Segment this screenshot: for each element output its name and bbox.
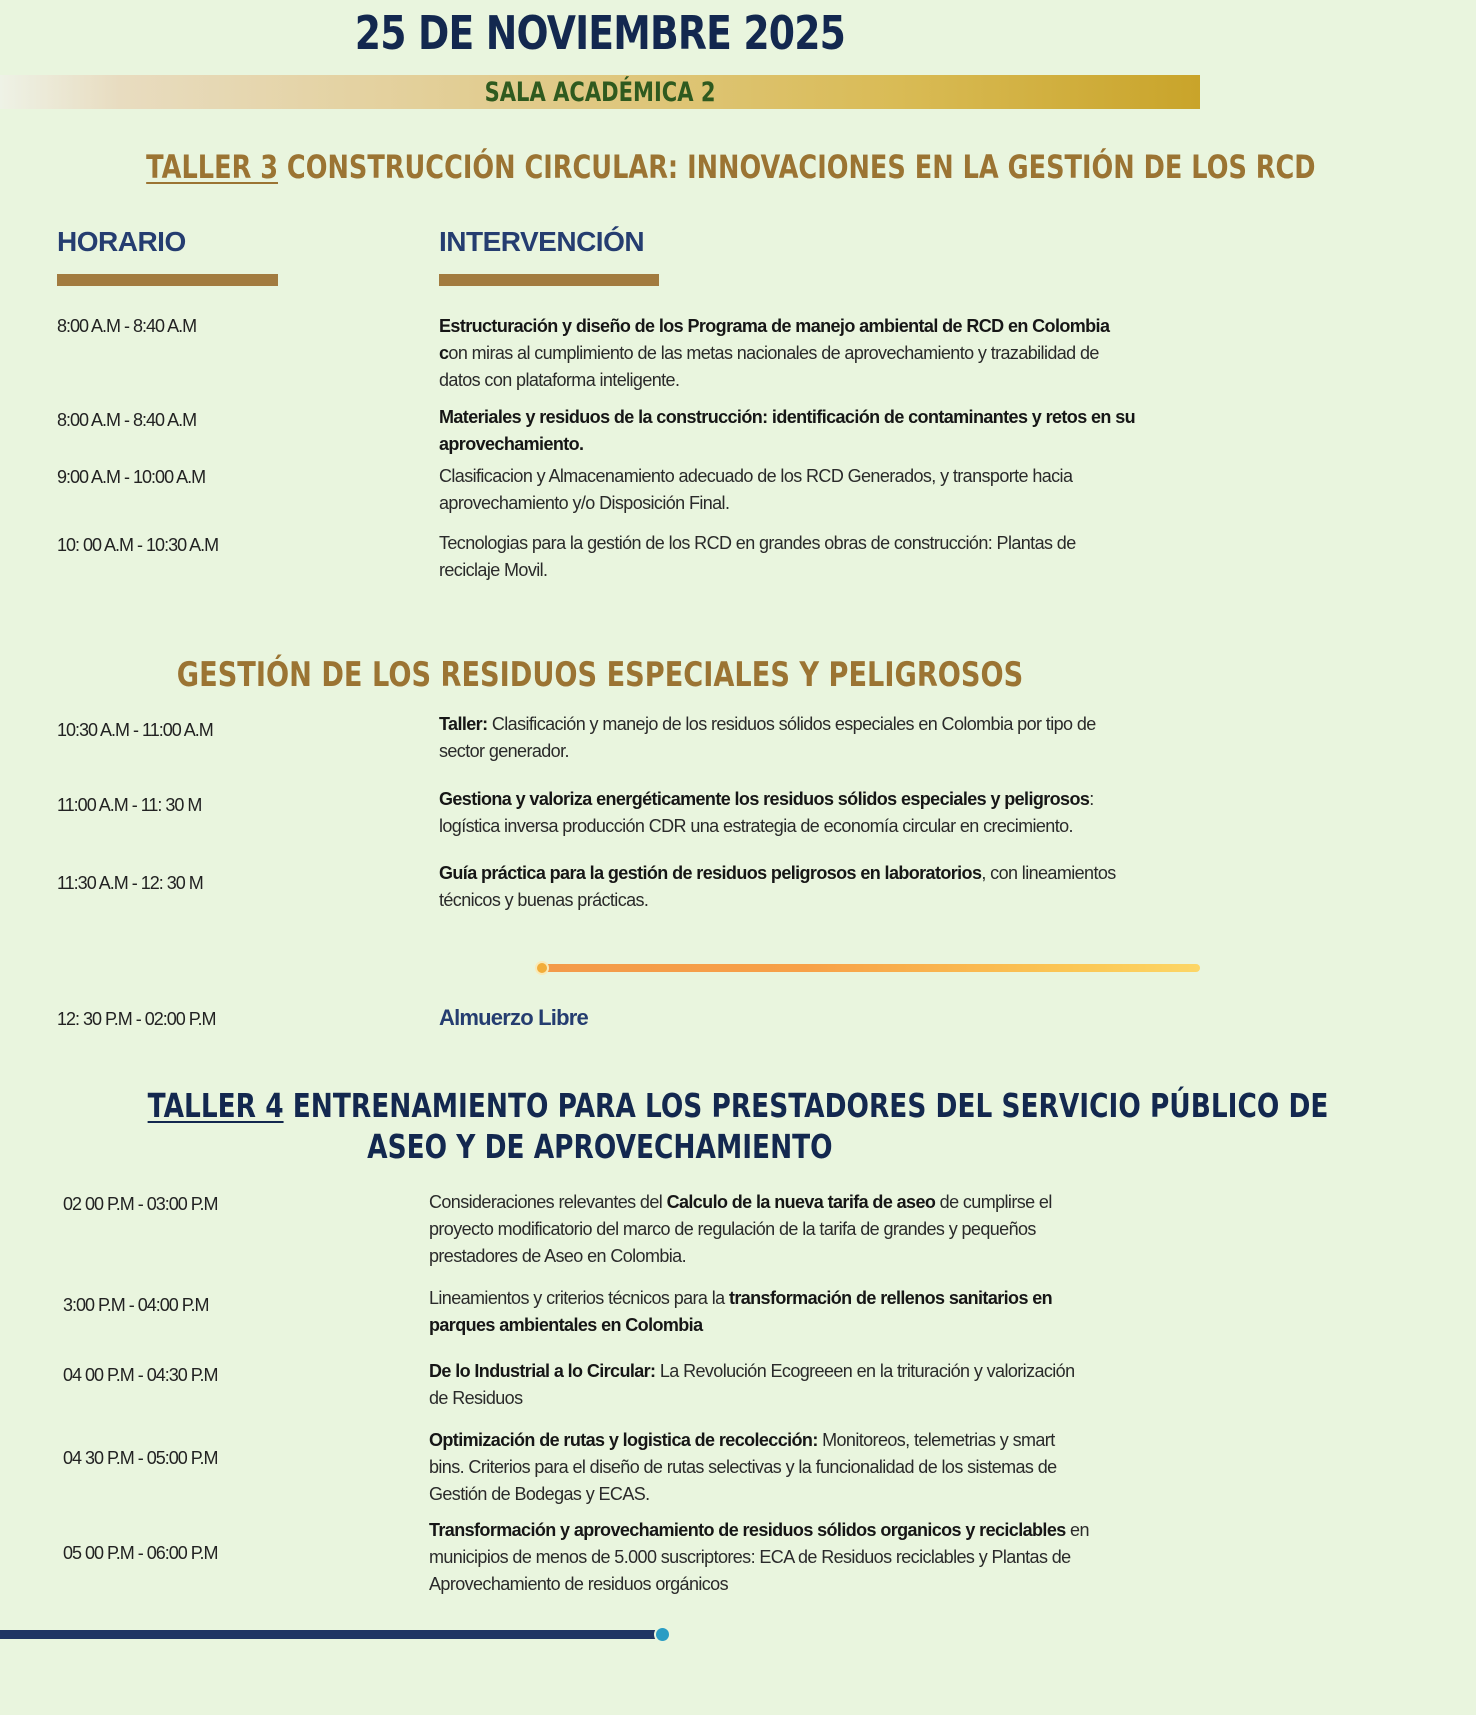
- intervention-item: Clasificacion y Almacenamiento adecuado de los RCD Generados, y transporte hacia aprovechamiento y/o Disposición Final.: [439, 466, 1073, 513]
- schedule-time: 8:00 A.M - 8:40 A.M: [57, 316, 197, 336]
- intervention-item: Tecnologias para la gestión de los RCD en grandes obras de construcción: Plantas de reciclaje Movil.: [439, 533, 1076, 580]
- page-title: 25 DE NOVIEMBRE 2025: [354, 6, 846, 60]
- footer-divider-dot: [654, 1626, 671, 1643]
- schedule-time: 04 30 P.M - 05:00 P.M: [63, 1448, 218, 1468]
- column-header-schedule: HORARIO: [57, 226, 186, 257]
- schedule-time: 04 00 P.M - 04:30 P.M: [63, 1365, 218, 1385]
- taller3-title: CONSTRUCCIÓN CIRCULAR: INNOVACIONES EN LA GESTIÓN DE LOS RCD: [278, 148, 1316, 186]
- taller4-title-line1: ENTRENAMIENTO PARA LOS PRESTADORES DEL SERVICIO PÚBLICO DE: [283, 1086, 1329, 1125]
- taller4-title-line2: ASEO Y DE APROVECHAMIENTO: [367, 1127, 833, 1166]
- intervention-item: Transformación y aprovechamiento de residuos sólidos organicos y reciclables en municipios de menos de 5.000 suscriptores: ECA de Residuos reciclables y Plantas de Aprovechamiento de residuos orgánicos: [429, 1520, 1089, 1594]
- intervention-item: Materiales y residuos de la construcción: identificación de contaminantes y retos en su aprovechamiento.: [439, 407, 1136, 454]
- schedule-time: 05 00 P.M - 06:00 P.M: [63, 1543, 218, 1563]
- schedule-time: 02 00 P.M - 03:00 P.M: [63, 1194, 218, 1214]
- intervention-item: Estructuración y diseño de los Programa de manejo ambiental de RCD en Colombia con miras al cumplimiento de las metas nacionales de aprovechamiento y trazabilidad de datos con plataforma inteligente.: [439, 316, 1110, 390]
- room-label: SALA ACADÉMICA 2: [484, 77, 716, 108]
- divider-line: [540, 964, 1200, 972]
- column-header-intervention: INTERVENCIÓN: [439, 226, 645, 257]
- intervention-item: Consideraciones relevantes del Calculo de la nueva tarifa de aseo de cumplirse el proyecto modificatorio del marco de regulación de la tarifa de grandes y pequeños prestadores de Aseo en Colombia.: [429, 1192, 1052, 1266]
- intervention-item: Taller: Clasificación y manejo de los residuos sólidos especiales en Colombia por tipo de sector generador.: [439, 714, 1096, 761]
- divider-dot: [535, 961, 549, 975]
- intervention-item: Lineamientos y criterios técnicos para la transformación de rellenos sanitarios en parques ambientales en Colombia: [429, 1288, 1053, 1335]
- taller4-heading: [0, 1085, 1329, 1167]
- schedule-time: 3:00 P.M - 04:00 P.M: [63, 1295, 209, 1315]
- schedule-time-lunch: 12: 30 P.M - 02:00 P.M: [57, 1009, 216, 1029]
- schedule-time: 11:00 A.M - 11: 30 M: [57, 795, 202, 815]
- schedule-underline: [57, 274, 278, 286]
- schedule-time: 10:30 A.M - 11:00 A.M: [57, 720, 213, 740]
- schedule-time: 11:30 A.M - 12: 30 M: [57, 873, 203, 893]
- schedule-time: 10: 00 A.M - 10:30 A.M: [57, 535, 219, 555]
- intervention-item: Guía práctica para la gestión de residuos peligrosos en laboratorios, con lineamientos técnicos y buenas prácticas.: [439, 863, 1116, 910]
- schedule-time: 8:00 A.M - 8:40 A.M: [57, 410, 197, 430]
- intervention-item: Optimización de rutas y logistica de recolección: Monitoreos, telemetrias y smart bins. Criterios para el diseño de rutas selectivas y la funcionalidad de los sistemas de Gestión de Bodegas y ECAS.: [429, 1430, 1057, 1504]
- schedule-time: 9:00 A.M - 10:00 A.M: [57, 467, 206, 487]
- taller4-label: TALLER 4: [147, 1086, 284, 1125]
- footer-divider-line: [0, 1630, 662, 1639]
- taller3-heading: [0, 148, 1316, 186]
- intervention-item: De lo Industrial a lo Circular: La Revolución Ecogreeen en la trituración y valorización de Residuos: [429, 1361, 1075, 1408]
- lunch-label: Almuerzo Libre: [439, 1005, 588, 1030]
- intervention-underline: [439, 274, 659, 286]
- intervention-item: Gestiona y valoriza energéticamente los residuos sólidos especiales y peligrosos: logística inversa producción CDR una estrategia de economía circular en crecimiento.: [439, 789, 1094, 836]
- taller3-label: TALLER 3: [146, 148, 279, 186]
- section-heading-special-waste: GESTIÓN DE LOS RESIDUOS ESPECIALES Y PELIGROSOS: [176, 655, 1024, 695]
